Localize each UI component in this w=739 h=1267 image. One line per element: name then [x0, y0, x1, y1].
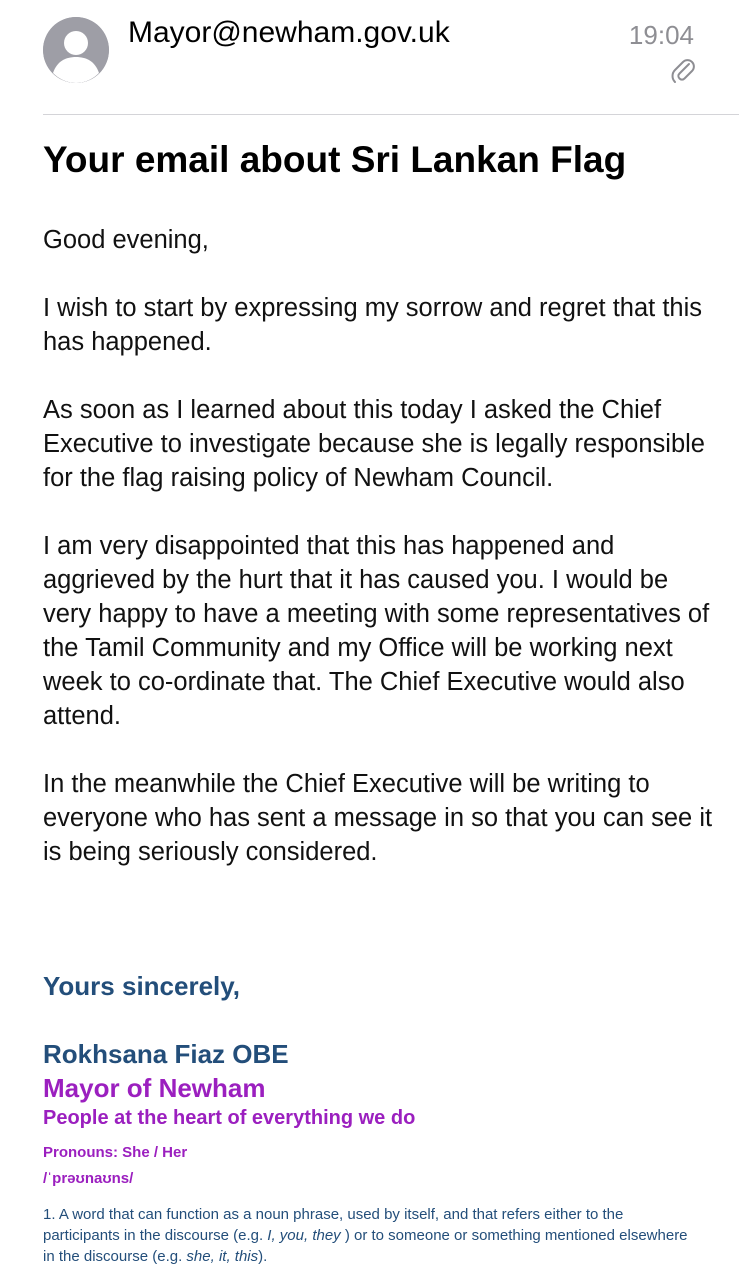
signature-signoff: Yours sincerely, — [43, 971, 241, 1001]
sender-address[interactable]: Mayor@newham.gov.uk — [128, 16, 450, 49]
email-paragraph: As soon as I learned about this today I asked the Chief Executive to investigate because she is legally responsible for the flag raising policy of Newham Council. — [43, 396, 705, 492]
email-paragraph: I am very disappointed that this has happened and aggrieved by the hurt that it has caused you. I would be very happy to have a meeting with some representatives of the Tamil Community and my Office will be working next week to co-ordinate that. The Chief Executive would also attend. — [43, 532, 710, 730]
definition-text: ). — [258, 1248, 268, 1265]
person-avatar-icon — [43, 17, 109, 83]
sender-avatar[interactable] — [43, 17, 109, 83]
signature-role: Mayor of Newham — [43, 1073, 266, 1103]
email-header — [0, 0, 739, 116]
email-paragraph: In the meanwhile the Chief Executive will be writing to everyone who has sent a message in so that you can see it is being seriously considered. — [43, 770, 713, 866]
signature-pronouns: Pronouns: She / Her — [43, 1144, 188, 1161]
paperclip-icon[interactable] — [670, 56, 696, 84]
signature-definition — [43, 1204, 703, 1267]
email-paragraph: I wish to start by expressing my sorrow and regret that this has happened. — [43, 294, 703, 356]
signature-name: Rokhsana Fiaz OBE — [43, 1039, 289, 1069]
definition-text: ) or to someone or something mentioned elsewhere in the discourse (e.g. — [43, 1227, 688, 1265]
email-greeting: Good evening, — [43, 226, 209, 254]
header-divider — [43, 114, 739, 115]
signature-tagline: People at the heart of everything we do — [43, 1107, 416, 1129]
definition-text: 1. A word that can function as a noun phrase, used by itself, and that refers either to the participants in the discourse (e.g. — [43, 1206, 624, 1244]
definition-example: she, it, this — [186, 1248, 259, 1265]
received-time: 19:04 — [628, 20, 694, 50]
email-subject: Your email about Sri Lankan Flag — [43, 139, 627, 180]
signature-phonetic: /ˈprəʊnaʊns/ — [43, 1170, 134, 1187]
email-body — [43, 223, 713, 869]
definition-example: I, you, they — [267, 1227, 341, 1244]
